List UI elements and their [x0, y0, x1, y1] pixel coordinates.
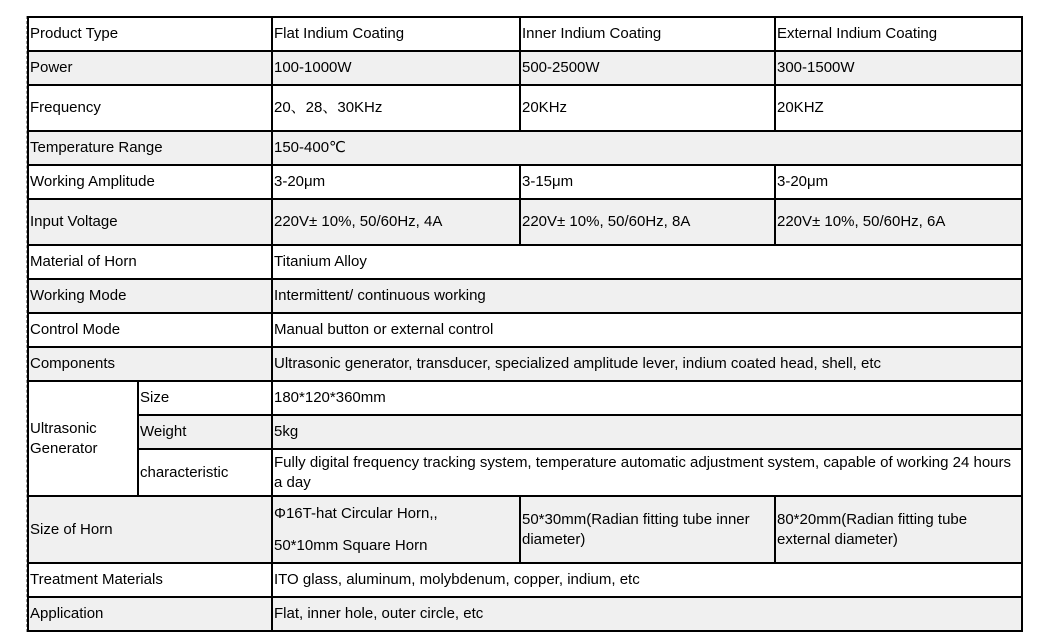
- table-row-frequency: [28, 85, 1022, 131]
- amplitude-label: Working Amplitude: [28, 165, 272, 199]
- voltage-external: 220V± 10%, 50/60Hz, 6A: [775, 199, 1022, 245]
- voltage-label: Input Voltage: [28, 199, 272, 245]
- application-value: Flat, inner hole, outer circle, etc: [272, 597, 1022, 631]
- voltage-flat: 220V± 10%, 50/60Hz, 4A: [272, 199, 520, 245]
- table-row-generator-characteristic: [28, 449, 1022, 496]
- table-row-horn-material: [28, 245, 1022, 279]
- table-row-horn-size: [28, 496, 1022, 563]
- horn-size-flat: [272, 496, 520, 563]
- materials-label: Treatment Materials: [28, 563, 272, 597]
- table-row-control-mode: [28, 313, 1022, 347]
- horn-size-label: Size of Horn: [28, 496, 272, 563]
- frequency-inner: 20KHz: [520, 85, 775, 131]
- frequency-external: 20KHZ: [775, 85, 1022, 131]
- horn-size-flat-line2: 50*10mm Square Horn: [274, 536, 428, 554]
- application-label: Application: [28, 597, 272, 631]
- horn-size-inner: 50*30mm(Radian fitting tube inner diameter): [520, 496, 775, 563]
- working-mode-value: Intermittent/ continuous working: [272, 279, 1022, 313]
- voltage-inner: 220V± 10%, 50/60Hz, 8A: [520, 199, 775, 245]
- table-row-generator-weight: [28, 415, 1022, 449]
- power-flat: 100-1000W: [272, 51, 520, 85]
- spec-table: [27, 16, 1023, 632]
- col-inner-header: Inner Indium Coating: [520, 17, 775, 51]
- horn-material-label: Material of Horn: [28, 245, 272, 279]
- table-row-generator-size: [28, 381, 1022, 415]
- col-external-header: External Indium Coating: [775, 17, 1022, 51]
- power-inner: 500-2500W: [520, 51, 775, 85]
- table-row-temperature: [28, 131, 1022, 165]
- temperature-label: Temperature Range: [28, 131, 272, 165]
- generator-characteristic-label: characteristic: [138, 449, 272, 496]
- product-type-label: Product Type: [28, 17, 272, 51]
- amplitude-external: 3-20μm: [775, 165, 1022, 199]
- table-row-power: [28, 51, 1022, 85]
- frequency-label: Frequency: [28, 85, 272, 131]
- horn-material-value: Titanium Alloy: [272, 245, 1022, 279]
- temperature-value: 150-400℃: [272, 131, 1022, 165]
- horn-size-external: 80*20mm(Radian fitting tube external diameter): [775, 496, 1022, 563]
- table-row-materials: [28, 563, 1022, 597]
- components-value: Ultrasonic generator, transducer, specialized amplitude lever, indium coated head, shell, etc: [272, 347, 1022, 381]
- frequency-flat: 20、28、30KHz: [272, 85, 520, 131]
- working-mode-label: Working Mode: [28, 279, 272, 313]
- horn-size-flat-line1: Φ16T-hat Circular Horn,,: [274, 504, 438, 522]
- power-label: Power: [28, 51, 272, 85]
- generator-label: Ultrasonic Generator: [28, 381, 138, 496]
- generator-size-value: 180*120*360mm: [272, 381, 1022, 415]
- power-external: 300-1500W: [775, 51, 1022, 85]
- amplitude-inner: 3-15μm: [520, 165, 775, 199]
- col-flat-header: Flat Indium Coating: [272, 17, 520, 51]
- table-row-product-type: [28, 17, 1022, 51]
- materials-value: ITO glass, aluminum, molybdenum, copper, indium, etc: [272, 563, 1022, 597]
- generator-weight-label: Weight: [138, 415, 272, 449]
- generator-characteristic-value: Fully digital frequency tracking system, temperature automatic adjustment system, capable of working 24 hours a day: [272, 449, 1022, 496]
- table-row-application: [28, 597, 1022, 631]
- control-mode-label: Control Mode: [28, 313, 272, 347]
- table-row-amplitude: [28, 165, 1022, 199]
- table-row-components: [28, 347, 1022, 381]
- generator-weight-value: 5kg: [272, 415, 1022, 449]
- components-label: Components: [28, 347, 272, 381]
- table-row-voltage: [28, 199, 1022, 245]
- table-row-working-mode: [28, 279, 1022, 313]
- control-mode-value: Manual button or external control: [272, 313, 1022, 347]
- amplitude-flat: 3-20μm: [272, 165, 520, 199]
- generator-size-label: Size: [138, 381, 272, 415]
